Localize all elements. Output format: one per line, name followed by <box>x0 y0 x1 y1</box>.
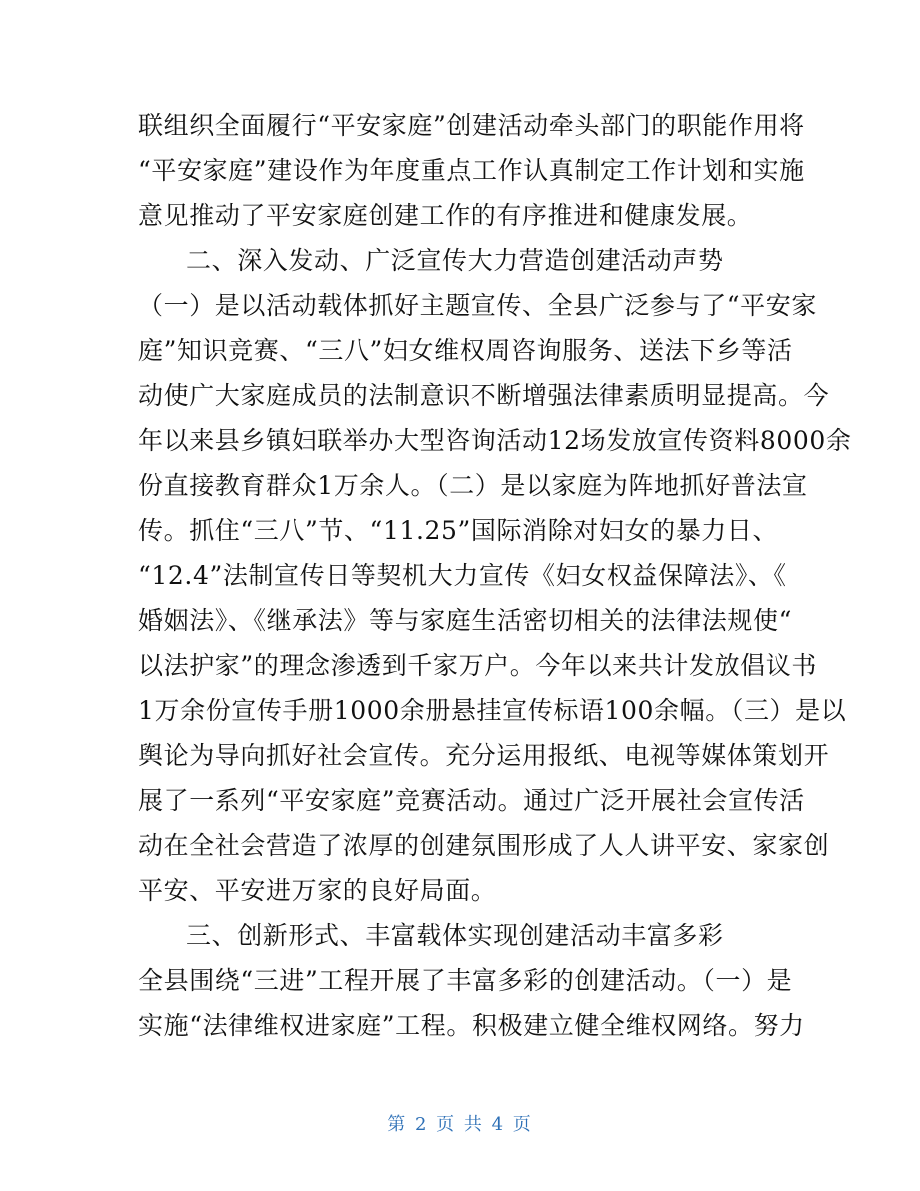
body-text-line: 1万余份宣传手册1000余册悬挂宣传标语100余幅。（三）是以 <box>138 696 847 725</box>
body-text-line: （一）是以活动载体抓好主题宣传、全县广泛参与了“平安家 <box>138 291 817 320</box>
page-number-footer: 第 2 页 共 4 页 <box>387 1114 533 1135</box>
body-text-line: 年以来县乡镇妇联举办大型咨询活动12场发放宣传资料8000余 <box>138 426 852 455</box>
body-text-line: 舆论为导向抓好社会宣传。充分运用报纸、电视等媒体策划开 <box>138 741 830 770</box>
body-text-line: “12.4”法制宣传日等契机大力宣传《妇女权益保障法》、《 <box>138 561 787 590</box>
body-text-line: 庭”知识竞赛、“三八”妇女维权周咨询服务、送法下乡等活 <box>138 336 793 365</box>
body-text-line: 动在全社会营造了浓厚的创建氛围形成了人人讲平安、家家创 <box>138 831 830 860</box>
body-text-line: 联组织全面履行“平安家庭”创建活动牵头部门的职能作用将 <box>138 111 805 140</box>
body-text-line: 动使广大家庭成员的法制意识不断增强法律素质明显提高。今 <box>138 381 830 410</box>
body-text-line: 实施“法律维权进家庭”工程。积极建立健全维权网络。努力 <box>138 1011 805 1040</box>
body-text-line: 以法护家”的理念渗透到千家万户。今年以来共计发放倡议书 <box>138 651 817 680</box>
body-text-line: 平安、平安进万家的良好局面。 <box>138 876 497 905</box>
body-text-line: 传。抓住“三八”节、“11.25”国际消除对妇女的暴力日、 <box>138 516 779 545</box>
body-text-line: 全县围绕“三进”工程开展了丰富多彩的创建活动。（一）是 <box>138 966 793 995</box>
body-text-line: “平安家庭”建设作为年度重点工作认真制定工作计划和实施 <box>138 156 805 185</box>
body-text-line: 意见推动了平安家庭创建工作的有序推进和健康发展。 <box>138 201 753 230</box>
body-text-line: 婚姻法》、《继承法》等与家庭生活密切相关的法律法规使“ <box>138 606 792 635</box>
section-heading: 二、深入发动、广泛宣传大力营造创建活动声势 <box>186 246 724 275</box>
body-text-line: 展了一系列“平安家庭”竞赛活动。通过广泛开展社会宣传活 <box>138 786 805 815</box>
body-text-line: 份直接教育群众1万余人。（二）是以家庭为阵地抓好普法宣 <box>138 471 808 500</box>
section-heading: 三、创新形式、丰富载体实现创建活动丰富多彩 <box>186 921 724 950</box>
